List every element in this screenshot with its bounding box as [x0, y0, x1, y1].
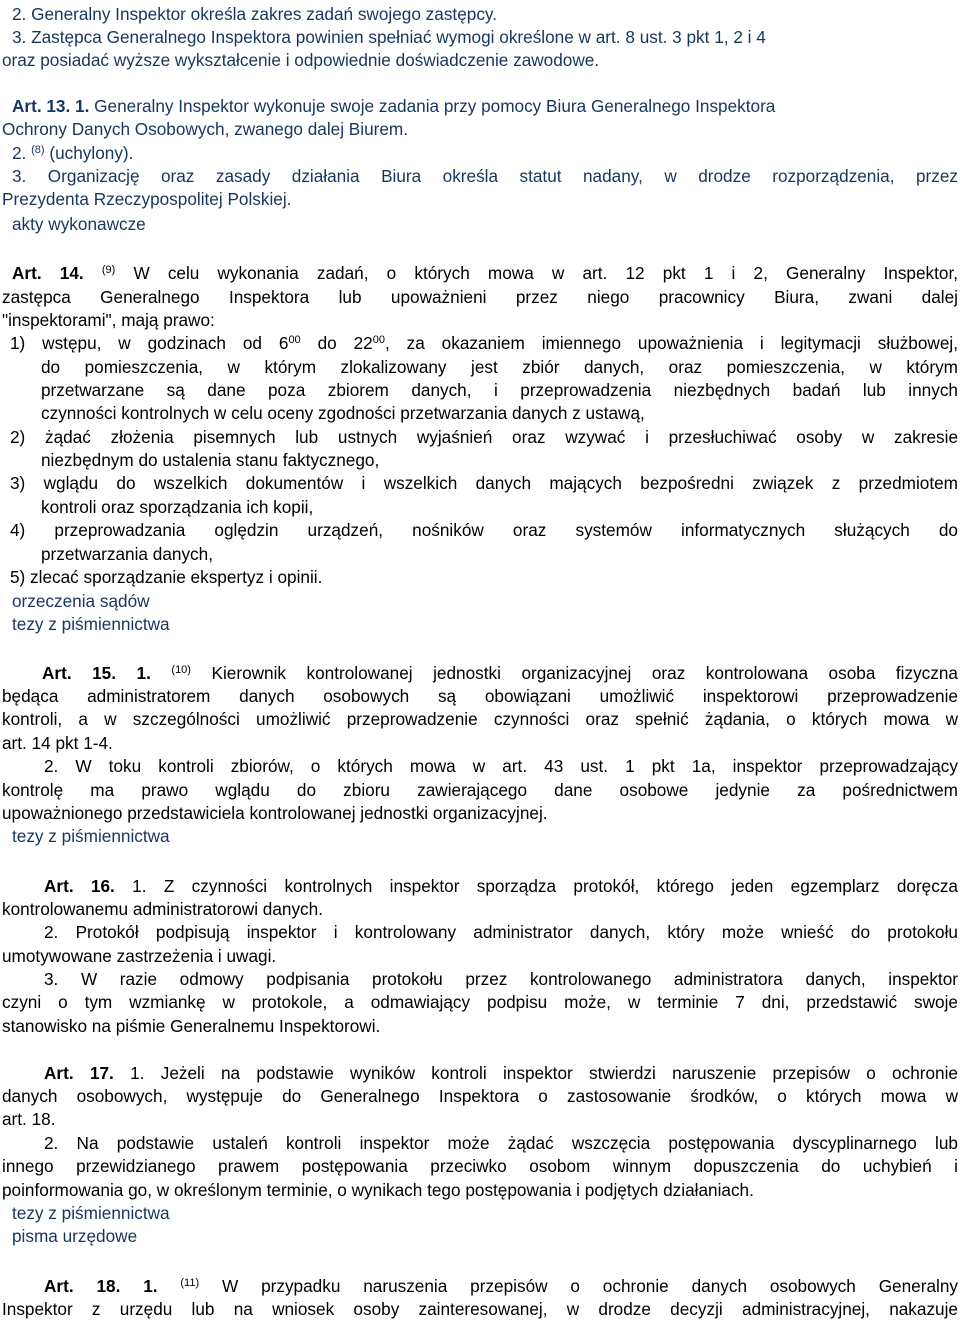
- text-line: 3. W razie odmowy podpisania protokołu przez kontrolowanego administratora danych, inspektor: [44, 969, 958, 989]
- text-line: danych osobowych, występuje do Generalnego Inspektora o zastosowanie środków, o których mowa w: [2, 1086, 958, 1106]
- link-line: [12, 212, 958, 236]
- link-akty-wykonawcze[interactable]: akty wykonawcze: [12, 214, 146, 234]
- text-line: innego przewidzianego prawem postępowania przeciwko osobom winnym dopuszczenia do uchybień i: [2, 1156, 958, 1176]
- article-17-heading: Art. 17.: [44, 1063, 114, 1083]
- text-span: Kierownik kontrolowanej jednostki organizacyjnej oraz kontrolowana osoba fizyczna: [211, 663, 958, 683]
- list-item-3: 3) wglądu do wszelkich dokumentów i wszelkich danych mających bezpośredni związek z przedmiotem: [10, 473, 958, 493]
- link-pisma-urzedowe[interactable]: pisma urzędowe: [12, 1226, 138, 1246]
- text-span: do 22: [300, 333, 373, 353]
- text-line: będąca administratorem danych osobowych są obowiązani umożliwić inspektorowi przeprowadzenie: [2, 686, 958, 706]
- article-15-heading: Art. 15. 1.: [42, 663, 151, 683]
- text-line: czyni o tym wzmiankę w protokole, a odmawiający podpisu może, w terminie 7 dni, przedstawić swoje: [2, 992, 958, 1012]
- article-18-line: [44, 1274, 958, 1298]
- link-tezy-z-pismiennictwa[interactable]: tezy z piśmiennictwa: [12, 826, 170, 846]
- text-line: 3. Zastępca Generalnego Inspektora powinien spełniać wymogi określone w art. 8 ust. 3 pkt 1, 2 i 4: [12, 27, 766, 47]
- superscript: 00: [372, 334, 385, 346]
- text-line: Prezydenta Rzeczypospolitej Polskiej.: [2, 189, 292, 209]
- article-13-paragraph-2: [12, 141, 958, 165]
- link-line: [12, 612, 958, 636]
- text-span: 2.: [12, 143, 27, 163]
- article-16-heading: Art. 16.: [44, 876, 115, 896]
- text-line: poinformowania go, w określonym terminie, o wynikach tego postępowania i podjętych działaniach.: [2, 1180, 754, 1200]
- text-span: W przypadku naruszenia przepisów o ochronie danych osobowych Generalny: [222, 1276, 958, 1296]
- text-line: 2. Generalny Inspektor określa zakres zadań swojego zastępcy.: [12, 4, 498, 24]
- text-line: upoważnionego przedstawiciela kontrolowanej jednostki organizacyjnej.: [2, 803, 548, 823]
- footnote-ref: (10): [171, 664, 191, 676]
- text-line: art. 14 pkt 1-4.: [2, 733, 113, 753]
- text-span: 1. Jeżeli na podstawie wyników kontroli inspektor stwierdzi naruszenie przepisów o ochronie: [130, 1063, 958, 1083]
- article-15-line: [42, 661, 958, 685]
- text-line: przetwarzane są dane poza zbiorem danych, i przeprowadzenia niezbędnych badań lub innych: [41, 380, 958, 400]
- text-span: W celu wykonania zadań, o których mowa w art. 12 pkt 1 i 2, Generalny Inspektor,: [133, 263, 959, 283]
- footnote-ref: (9): [101, 264, 116, 276]
- text-line: czynności kontrolnych w celu oceny zgodności przetwarzania danych z ustawą,: [41, 403, 645, 423]
- list-item-5: 5) zlecać sporządzanie ekspertyz i opinii.: [10, 567, 323, 587]
- footnote-ref: (8): [31, 144, 45, 156]
- text-line: 2. W toku kontroli zbiorów, o których mowa w art. 43 ust. 1 pkt 1a, inspektor przeprowadzający: [44, 756, 958, 776]
- link-line: [12, 589, 958, 613]
- article-18-heading: Art. 18. 1.: [44, 1276, 158, 1296]
- text-span: Generalny Inspektor wykonuje swoje zadania przy pomocy Biura Generalnego Inspektora: [94, 96, 776, 116]
- text-line: niezbędnym do ustalenia stanu faktycznego,: [41, 450, 380, 470]
- link-line: [12, 1201, 958, 1225]
- list-item-1: [10, 331, 958, 355]
- text-line: przetwarzania danych,: [41, 544, 213, 564]
- text-line: oraz posiadać wyższe wykształcenie i odpowiednie doświadczenie zawodowe.: [2, 50, 600, 70]
- list-item-2: 2) żądać złożenia pisemnych lub ustnych wyjaśnień oraz wzywać i przesłuchiwać osoby w zakresie: [10, 427, 958, 447]
- text-span: (uchylony).: [49, 143, 134, 163]
- article-13-paragraph-1: [12, 94, 958, 118]
- superscript: 00: [288, 334, 301, 346]
- article-14-heading: Art. 14.: [12, 263, 84, 283]
- footnote-ref: (11): [180, 1277, 200, 1289]
- text-line: "inspektorami", mają prawo:: [2, 310, 215, 330]
- text-line: Ochrony Danych Osobowych, zwanego dalej Biurem.: [2, 119, 409, 139]
- text-line: 2. Protokół podpisują inspektor i kontrolowany administrator danych, który może wnieść do protokołu: [44, 922, 958, 942]
- text-line: stanowisko na piśmie Generalnemu Inspektorowi.: [2, 1016, 381, 1036]
- article-13-heading: Art. 13. 1.: [12, 96, 90, 116]
- text-line: 2. Na podstawie ustaleń kontroli inspektor może żądać wszczęcia postępowania dyscyplinarnego lub: [44, 1133, 958, 1153]
- text-line: kontrolę ma prawo wglądu do zbioru zawierającego dane osobowe jedynie za pośrednictwem: [2, 780, 958, 800]
- article-14-line: [12, 261, 958, 285]
- link-tezy-z-pismiennictwa[interactable]: tezy z piśmiennictwa: [12, 614, 170, 634]
- article-17-line: [44, 1061, 958, 1085]
- text-line: kontroli, a w szczególności umożliwić przeprowadzenie czynności oraz spełnić żądania, o których mowa w: [2, 709, 958, 729]
- text-line: umotywowane zastrzeżenia i uwagi.: [2, 946, 277, 966]
- link-line: [12, 1224, 958, 1248]
- text-span: , za okazaniem imiennego upoważnienia i legitymacji służbowej,: [384, 333, 958, 353]
- text-line: kontroli oraz sporządzania ich kopii,: [41, 497, 314, 517]
- text-line: art. 18.: [2, 1109, 56, 1129]
- list-item-4: 4) przeprowadzania oględzin urządzeń, nośników oraz systemów informatycznych służących do: [10, 520, 958, 540]
- text-line: do pomieszczenia, w którym zlokalizowany jest zbiór danych, oraz pomieszczenia, w którym: [41, 357, 958, 377]
- text-line: 3. Organizację oraz zasady działania Biura określa statut nadany, w drodze rozporządzenia, przez: [12, 166, 958, 186]
- article-16-line: [44, 874, 958, 898]
- text-line: kontrolowanemu administratorowi danych.: [2, 899, 323, 919]
- link-orzeczenia-sadow[interactable]: orzeczenia sądów: [12, 591, 150, 611]
- text-line: zastępca Generalnego Inspektora lub upoważnieni przez niego pracownicy Biura, zwani dalej: [2, 287, 958, 307]
- link-tezy-z-pismiennictwa[interactable]: tezy z piśmiennictwa: [12, 1203, 170, 1223]
- text-span: 1) wstępu, w godzinach od 6: [10, 333, 289, 353]
- text-span: 1. Z czynności kontrolnych inspektor sporządza protokół, którego jeden egzemplarz doręcza: [132, 876, 958, 896]
- text-line: Inspektor z urzędu lub na wniosek osoby zainteresowanej, w drodze decyzji administracyjnej, nakazuje: [2, 1299, 958, 1319]
- link-line: [12, 824, 958, 848]
